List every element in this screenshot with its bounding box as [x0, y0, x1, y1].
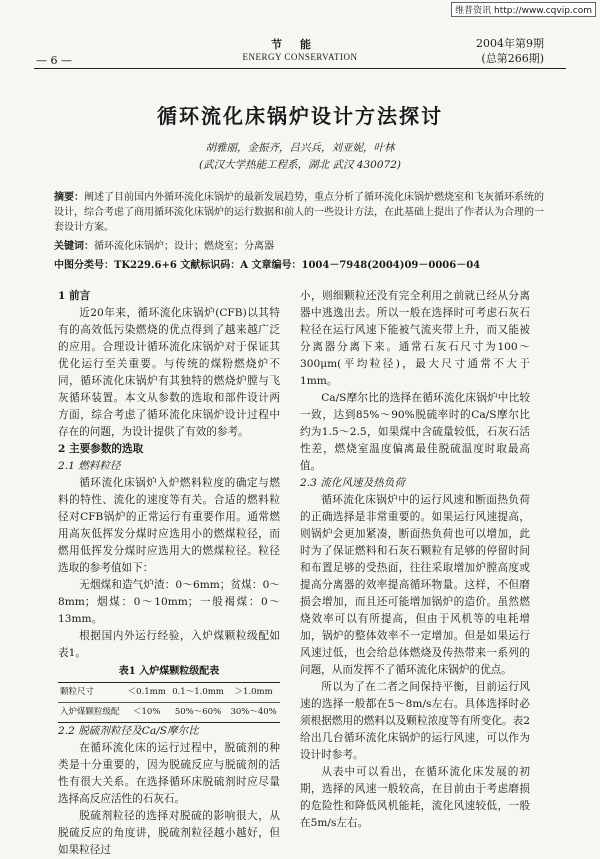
- keywords: [54, 237, 546, 252]
- affiliation: (武汉大学热能工程系，湖北 武汉 430072): [199, 159, 401, 171]
- classification-line: 中图分类号：TK229.6+6 文献标识码：A 文章编号：1004－7948(2004)09－0006－04: [54, 260, 481, 271]
- table-header-row: [58, 683, 280, 703]
- left-column: [58, 288, 280, 859]
- abstract-label: 摘要：: [54, 192, 84, 203]
- paragraph: 根据国内外运行经验，入炉煤颗粒级配如表1。: [58, 630, 280, 659]
- journal-name-en: ENERGY CONSERVATION: [242, 52, 358, 62]
- journal-name-cn: 节能: [271, 38, 329, 51]
- subsection-heading: 2.1 燃料粒径: [58, 460, 121, 472]
- paragraph: 循环流化床锅炉中的运行风速和断面热负荷的正确选择是非常重要的。如果运行风速提高，则锅炉会更加紧凑，断面热负荷也可以增加，此时为了保证燃料和石灰石颗粒有足够的停留时间和布置足够的受热面，往往采取增加炉膛高度或提高分离器的效率提高循环物量。这样，不但磨损会增加，而且还可能增加锅炉的造价。虽然燃烧效率可以有所提高，但由于风机等的电耗增加，锅炉的整体效率不一定增加。但是如果运行风速过低，也会给总体燃烧及传热带来一系列的问题，从而发挥不了循环流化床锅炉的优点。: [300, 494, 530, 676]
- watermark: 维普资讯 http://www.cqvip.com: [451, 2, 596, 17]
- table-cell: 颗粒尺寸: [58, 683, 125, 703]
- total-issue-number: (总第266期): [481, 52, 544, 65]
- table-cell: 0.1～1.0mm: [169, 683, 227, 703]
- table-cell: ＞1.0mm: [227, 683, 280, 703]
- keywords-text: 循环流化床锅炉；设计；燃烧室；分离器: [94, 241, 274, 252]
- table-cell: ＜0.1mm: [125, 683, 169, 703]
- subsection-heading: 2.2 脱硫剂粒径及Ca/S摩尔比: [58, 725, 199, 737]
- keywords-label: 关键词：: [54, 241, 94, 252]
- issue-number: 2004年第9期: [476, 37, 544, 50]
- paragraph: Ca/S摩尔比的选择在循环流化床锅炉中比较一致，达到85%～90%脱硫率时的Ca/S摩尔比约为1.5～2.5，如果煤中含硫量较低，石灰石活性差，燃烧室温度偏离最佳脱硫温度时取最高值。: [300, 392, 530, 472]
- section-heading: 2 主要参数的选取: [58, 443, 144, 455]
- section-heading: 1 前言: [58, 290, 91, 302]
- page-number: — 6 —: [36, 54, 72, 67]
- right-column: [300, 288, 530, 832]
- table-row: [58, 703, 280, 723]
- paragraph: 在循环流化床的运行过程中，脱硫剂的种类是十分重要的，因为脱硫反应与脱硫剂的活性有很大关系。在选择循环床脱硫剂时应尽量选择高反应活性的石灰石。: [58, 742, 280, 805]
- abstract: [54, 190, 546, 235]
- issue-info: [476, 36, 544, 66]
- particle-size-table: [58, 682, 280, 723]
- paragraph: 脱硫剂粒径的选择对脱硫的影响很大，从脱硫反应的角度讲，脱硫剂粒径越小越好，但如果粒径过: [58, 810, 280, 856]
- paper-title: 循环流化床锅炉设计方法探讨: [157, 104, 443, 128]
- paragraph: 循环流化床锅炉入炉燃料粒度的确定与燃料的特性、流化的速度等有关。合适的燃料粒径对CFB锅炉的正常运行有重要作用。通常燃用高灰低挥发分煤时应选用小的燃煤粒径，而燃用低挥发分煤时应选用大的燃煤粒径。粒径选取的参考值如下：: [58, 477, 280, 574]
- paragraph: 无烟煤和造气炉渣：0～6mm；贫煤：0～8mm；烟煤：0～10mm；一般褐煤：0～13mm。: [58, 579, 280, 625]
- subsection-heading: 2.3 流化风速及热负荷: [300, 477, 405, 489]
- abstract-text: 阐述了目前国内外循环流化床锅炉的最新发展趋势，重点分析了循环流化床锅炉燃烧室和飞灰循环系统的设计，综合考虑了商用循环流化床锅炉的运行数据和前人的一些设计方法，在此基础上提出了作者认为合理的一套设计方案。: [54, 192, 544, 233]
- table-cell: 30%～40%: [227, 703, 280, 723]
- table-caption: 表1 入炉煤颗粒级配表: [118, 666, 220, 677]
- paragraph: 从表中可以看出，在循环流化床发展的初期，选择的风速一般较高，在目前由于考虑磨损的危险性和降低风机能耗，流化风速较低，一般在5m/s左右。: [300, 766, 530, 829]
- table-cell: ＜10%: [125, 703, 169, 723]
- author-block: [0, 140, 600, 174]
- paragraph: 近20年来，循环流化床锅炉(CFB)以其特有的高效低污染燃烧的优点得到了越来越广泛的应用。合理设计循环流化床锅炉对于保证其优化运行至关重要。与传统的煤粉燃烧炉不同，循环流化床锅炉有其独特的燃烧炉膛与飞灰循环装置。本文从参数的选取和部件设计两方面，综合考虑了循环流化床锅炉设计过程中存在的问题，为设计提供了有效的参考。: [58, 307, 280, 438]
- paragraph: 所以为了在二者之间保持平衡，目前运行风速的选择一般都在5～8m/s左右。具体选择时必须根据燃用的燃料以及颗粒浓度等有所变化。表2给出几台循环流化床锅炉的运行风速，可以作为设计时参考。: [300, 681, 530, 761]
- authors: 胡雅丽，金振齐，吕兴兵，刘亚妮，叶林: [205, 142, 395, 154]
- header-rule: [34, 68, 566, 69]
- table-cell: 入炉煤颗粒级配: [58, 703, 125, 723]
- table-cell: 50%～60%: [169, 703, 227, 723]
- paragraph: 小，则细颗粒还没有完全利用之前就已经从分离器中逃逸出去。所以一般在选择时可考虑石灰石粒径在运行风速下能被气流夹带上升，而又能被分离器分离下来。通常石灰石尺寸为100～300μm(平均粒径)，最大尺寸通常不大于1mm。: [300, 290, 530, 387]
